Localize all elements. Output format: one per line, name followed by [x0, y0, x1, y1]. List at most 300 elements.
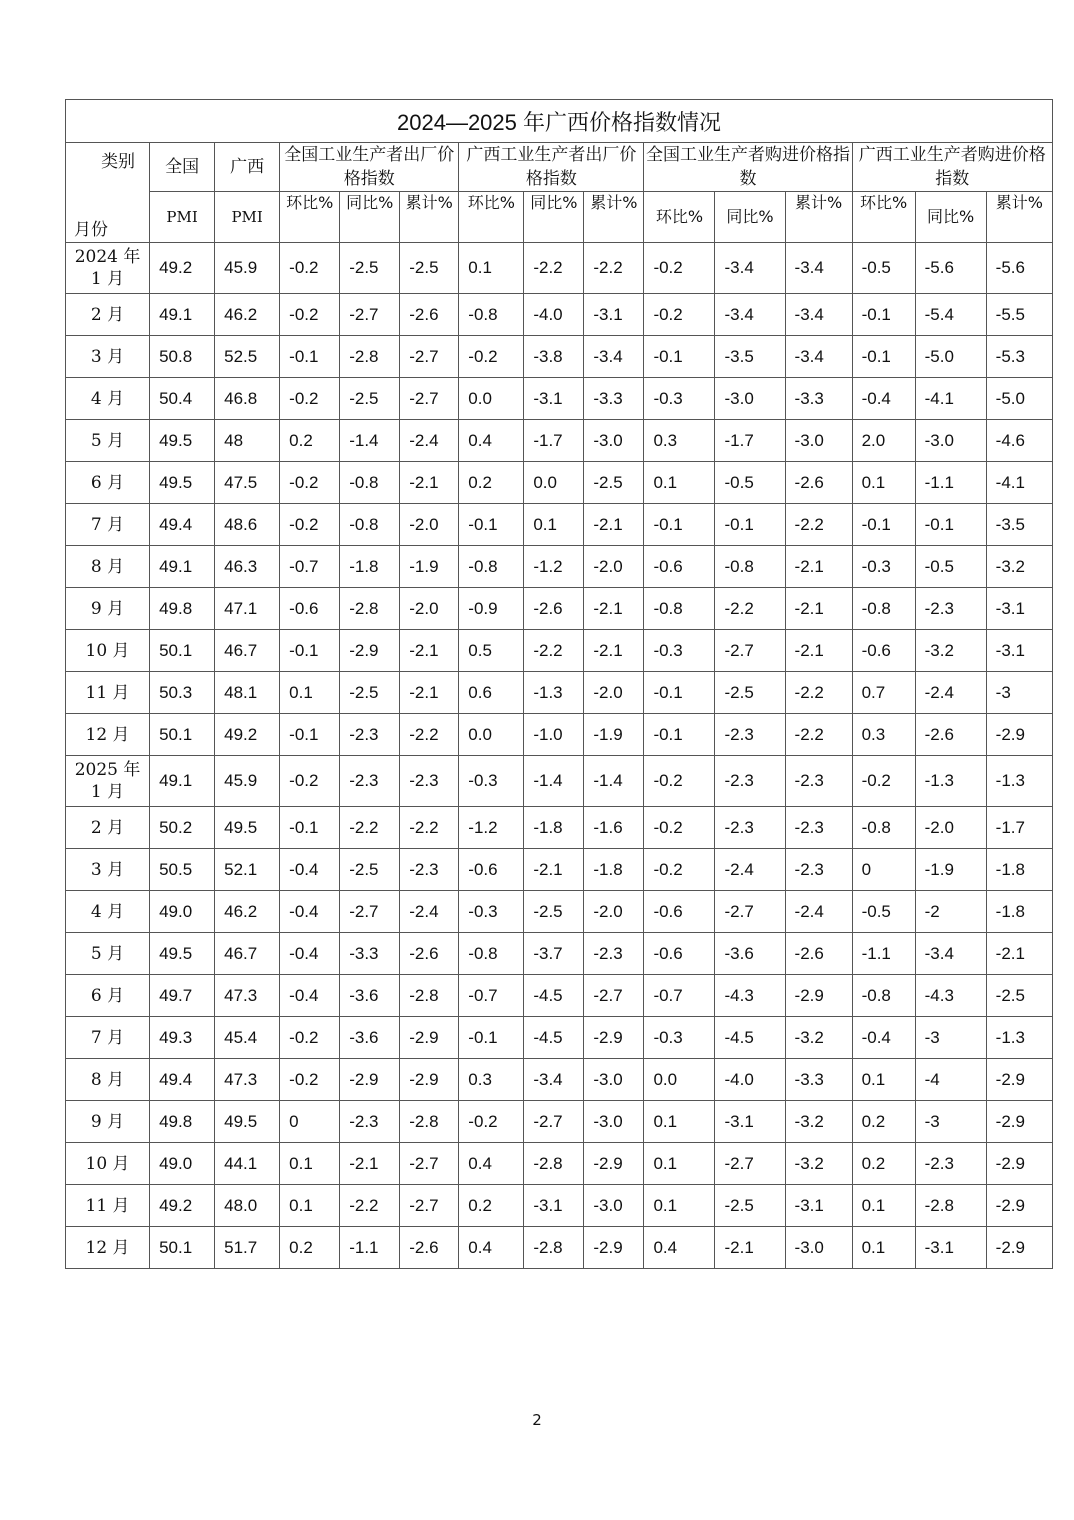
- table-cell: -0.5: [852, 891, 915, 933]
- table-cell: -2.9: [584, 1227, 644, 1269]
- table-row: [66, 243, 1053, 294]
- header-cum: 累计%: [400, 192, 459, 243]
- table-cell: 0: [852, 849, 915, 891]
- table-cell: 48.6: [215, 504, 280, 546]
- table-cell: -2.0: [584, 891, 644, 933]
- table-cell: 49.5: [150, 420, 215, 462]
- table-row: [66, 849, 1053, 891]
- header-pmi-guangxi: PMI: [215, 192, 280, 243]
- table-cell: -2.7: [715, 1143, 785, 1185]
- table-cell: -2.3: [785, 849, 852, 891]
- table-cell: -0.1: [644, 714, 715, 756]
- row-month: 12 月: [66, 1227, 150, 1269]
- table-cell: -3.4: [584, 336, 644, 378]
- table-cell: -0.8: [459, 294, 524, 336]
- table-row: [66, 891, 1053, 933]
- table-cell: -2.1: [785, 630, 852, 672]
- header-mom: 环比%: [644, 192, 715, 243]
- table-cell: -0.8: [852, 975, 915, 1017]
- table-cell: 2.0: [852, 420, 915, 462]
- table-cell: 49.2: [215, 714, 280, 756]
- table-cell: -2.8: [340, 588, 400, 630]
- table-cell: -5.6: [986, 243, 1052, 294]
- table-cell: -2.5: [340, 849, 400, 891]
- table-cell: -2.6: [915, 714, 986, 756]
- table-cell: -0.1: [459, 504, 524, 546]
- table-cell: -0.2: [280, 378, 340, 420]
- table-cell: 0.4: [459, 1227, 524, 1269]
- header-pmi-national: PMI: [150, 192, 215, 243]
- table-cell: -1.8: [986, 849, 1052, 891]
- row-month: 2025 年 1 月: [66, 756, 150, 807]
- header-cum: 累计%: [785, 192, 852, 243]
- table-cell: -0.2: [280, 462, 340, 504]
- table-cell: 0.1: [852, 1185, 915, 1227]
- header-national: 全国: [150, 143, 215, 192]
- table-cell: -2.2: [340, 1185, 400, 1227]
- table-cell: -0.8: [852, 807, 915, 849]
- table-cell: -0.3: [852, 546, 915, 588]
- table-cell: -0.8: [715, 546, 785, 588]
- row-month: 6 月: [66, 975, 150, 1017]
- table-cell: -2.5: [986, 975, 1052, 1017]
- table-cell: -3.0: [584, 1059, 644, 1101]
- table-cell: -2.2: [785, 672, 852, 714]
- table-cell: -0.4: [280, 849, 340, 891]
- table-cell: -2.8: [915, 1185, 986, 1227]
- table-cell: 0.7: [852, 672, 915, 714]
- table-cell: -3.0: [915, 420, 986, 462]
- table-cell: 0.2: [280, 1227, 340, 1269]
- table-cell: -2.6: [400, 294, 459, 336]
- table-cell: -0.2: [280, 1017, 340, 1059]
- table-cell: -3.5: [715, 336, 785, 378]
- table-cell: -3.8: [524, 336, 584, 378]
- table-cell: -1.2: [459, 807, 524, 849]
- table-cell: -3.4: [785, 336, 852, 378]
- table-cell: -2.1: [785, 588, 852, 630]
- table-cell: -3.0: [785, 1227, 852, 1269]
- table-cell: 0.1: [852, 1227, 915, 1269]
- table-row: [66, 1017, 1053, 1059]
- header-mom: 环比%: [459, 192, 524, 243]
- table-cell: -1.7: [986, 807, 1052, 849]
- table-cell: -2.1: [986, 933, 1052, 975]
- table-cell: -3.6: [715, 933, 785, 975]
- table-cell: 0.3: [644, 420, 715, 462]
- table-cell: 49.3: [150, 1017, 215, 1059]
- header-guangxi-ppi: 广西工业生产者出厂价格指数: [459, 143, 644, 192]
- table-cell: 50.2: [150, 807, 215, 849]
- price-index-table: [65, 99, 1053, 1269]
- table-cell: -1.3: [986, 1017, 1052, 1059]
- table-cell: -2.6: [400, 1227, 459, 1269]
- table-cell: -2.6: [785, 933, 852, 975]
- table-cell: -2.1: [400, 462, 459, 504]
- table-cell: 46.2: [215, 891, 280, 933]
- page-number: 2: [532, 1411, 542, 1429]
- table-cell: -3.4: [915, 933, 986, 975]
- table-cell: -1.0: [524, 714, 584, 756]
- table-cell: -2.1: [524, 849, 584, 891]
- table-cell: -2.9: [584, 1017, 644, 1059]
- table-cell: -2.1: [715, 1227, 785, 1269]
- table-cell: 44.1: [215, 1143, 280, 1185]
- table-cell: -0.7: [280, 546, 340, 588]
- table-cell: -0.8: [459, 933, 524, 975]
- table-cell: 0.5: [459, 630, 524, 672]
- table-cell: 0.2: [459, 1185, 524, 1227]
- table-cell: 0.1: [644, 1101, 715, 1143]
- table-cell: -0.6: [644, 546, 715, 588]
- table-cell: -2.3: [340, 1101, 400, 1143]
- table-cell: -2.0: [584, 672, 644, 714]
- table-cell: -4.1: [915, 378, 986, 420]
- table-cell: -3.1: [986, 588, 1052, 630]
- table-cell: -2.9: [986, 1227, 1052, 1269]
- table-cell: -0.5: [715, 462, 785, 504]
- table-cell: -2.5: [340, 672, 400, 714]
- table-cell: 46.3: [215, 546, 280, 588]
- table-cell: 0.4: [459, 420, 524, 462]
- table-cell: 46.2: [215, 294, 280, 336]
- table-cell: -0.8: [644, 588, 715, 630]
- table-cell: -2.3: [340, 756, 400, 807]
- table-cell: 0.6: [459, 672, 524, 714]
- table-cell: -2.4: [915, 672, 986, 714]
- table-row: [66, 933, 1053, 975]
- table-cell: -2.4: [785, 891, 852, 933]
- table-cell: -3.7: [524, 933, 584, 975]
- table-cell: 0.0: [644, 1059, 715, 1101]
- row-month: 6 月: [66, 462, 150, 504]
- table-cell: 46.7: [215, 630, 280, 672]
- table-cell: -1.8: [584, 849, 644, 891]
- header-yoy: 同比%: [524, 192, 584, 243]
- table-cell: -2.9: [400, 1059, 459, 1101]
- table-cell: -2.5: [524, 891, 584, 933]
- table-cell: -4.0: [524, 294, 584, 336]
- table-row: [66, 1101, 1053, 1143]
- table-cell: 49.2: [150, 243, 215, 294]
- row-month: 7 月: [66, 504, 150, 546]
- table-cell: -2.3: [715, 714, 785, 756]
- table-cell: -2.0: [915, 807, 986, 849]
- table-cell: -0.2: [644, 849, 715, 891]
- header-guangxi-ipi: 广西工业生产者购进价格指数: [852, 143, 1052, 192]
- table-cell: 48.0: [215, 1185, 280, 1227]
- table-cell: -2.5: [340, 378, 400, 420]
- table-cell: 51.7: [215, 1227, 280, 1269]
- table-cell: -0.7: [644, 975, 715, 1017]
- table-cell: -0.2: [459, 1101, 524, 1143]
- row-month: 12 月: [66, 714, 150, 756]
- table-cell: -3.0: [584, 1185, 644, 1227]
- table-row: [66, 630, 1053, 672]
- table-cell: -0.2: [280, 756, 340, 807]
- table-cell: 49.0: [150, 1143, 215, 1185]
- table-cell: 0.3: [459, 1059, 524, 1101]
- table-cell: 49.4: [150, 1059, 215, 1101]
- table-cell: -0.3: [459, 756, 524, 807]
- table-cell: 0.1: [459, 243, 524, 294]
- row-month: 3 月: [66, 336, 150, 378]
- table-cell: 0.1: [524, 504, 584, 546]
- row-month: 4 月: [66, 378, 150, 420]
- table-cell: 0.4: [459, 1143, 524, 1185]
- table-cell: -0.8: [852, 588, 915, 630]
- row-month: 9 月: [66, 1101, 150, 1143]
- table-cell: -3.3: [785, 378, 852, 420]
- table-cell: -0.1: [644, 336, 715, 378]
- table-row: [66, 1227, 1053, 1269]
- row-month: 9 月: [66, 588, 150, 630]
- table-cell: -0.6: [280, 588, 340, 630]
- table-cell: -1.2: [524, 546, 584, 588]
- table-cell: -2.6: [524, 588, 584, 630]
- header-corner: [66, 143, 150, 243]
- table-cell: 0.1: [280, 1143, 340, 1185]
- table-cell: -1.9: [400, 546, 459, 588]
- table-cell: -2.5: [584, 462, 644, 504]
- table-cell: -4.5: [715, 1017, 785, 1059]
- table-cell: -4.6: [986, 420, 1052, 462]
- table-row: [66, 1185, 1053, 1227]
- table-cell: -2.7: [715, 891, 785, 933]
- table-cell: -2.2: [785, 504, 852, 546]
- table-cell: -2.4: [400, 891, 459, 933]
- table-cell: -4: [915, 1059, 986, 1101]
- table-cell: -2.3: [915, 588, 986, 630]
- table-cell: 49.1: [150, 294, 215, 336]
- table-cell: 46.7: [215, 933, 280, 975]
- row-month: 8 月: [66, 546, 150, 588]
- table-cell: -3.1: [986, 630, 1052, 672]
- table-cell: -3.5: [986, 504, 1052, 546]
- table-cell: -1.3: [986, 756, 1052, 807]
- table-cell: -2.8: [524, 1227, 584, 1269]
- table-cell: 0.4: [644, 1227, 715, 1269]
- table-cell: -1.4: [584, 756, 644, 807]
- table-cell: -0.2: [644, 294, 715, 336]
- table-cell: 50.8: [150, 336, 215, 378]
- row-month: 11 月: [66, 672, 150, 714]
- table-cell: 49.8: [150, 588, 215, 630]
- table-cell: 46.8: [215, 378, 280, 420]
- table-title: 2024—2025 年广西价格指数情况: [66, 100, 1053, 143]
- row-month: 2 月: [66, 294, 150, 336]
- table-cell: -3: [915, 1101, 986, 1143]
- header-cum: 累计%: [986, 192, 1052, 243]
- table-cell: 49.5: [215, 1101, 280, 1143]
- table-cell: -0.4: [280, 891, 340, 933]
- header-month-label: 月份: [74, 220, 108, 240]
- table-cell: -2.3: [584, 933, 644, 975]
- table-cell: -5.6: [915, 243, 986, 294]
- table-cell: -0.2: [280, 243, 340, 294]
- table-cell: 49.5: [215, 807, 280, 849]
- table-cell: -2: [915, 891, 986, 933]
- table-cell: 47.3: [215, 975, 280, 1017]
- table-cell: 0.1: [852, 1059, 915, 1101]
- table-cell: 47.5: [215, 462, 280, 504]
- table-cell: -2.1: [400, 672, 459, 714]
- table-cell: -3.2: [785, 1143, 852, 1185]
- table-cell: -0.2: [280, 1059, 340, 1101]
- table-cell: -1.1: [852, 933, 915, 975]
- table-cell: -0.1: [852, 504, 915, 546]
- table-cell: -4.5: [524, 975, 584, 1017]
- table-cell: -2.7: [400, 1185, 459, 1227]
- row-month: 2 月: [66, 807, 150, 849]
- row-month: 10 月: [66, 1143, 150, 1185]
- table-cell: -2.9: [986, 1059, 1052, 1101]
- table-cell: -2.5: [400, 243, 459, 294]
- table-cell: -5.5: [986, 294, 1052, 336]
- table-cell: -2.7: [400, 1143, 459, 1185]
- table-row: [66, 807, 1053, 849]
- table-cell: -2.3: [400, 849, 459, 891]
- table-cell: -2.8: [340, 336, 400, 378]
- table-cell: -0.3: [644, 630, 715, 672]
- table-cell: -1.6: [584, 807, 644, 849]
- header-yoy: 同比%: [340, 192, 400, 243]
- table-cell: 50.1: [150, 630, 215, 672]
- table-cell: 50.1: [150, 1227, 215, 1269]
- table-cell: -3.3: [340, 933, 400, 975]
- table-cell: -2.1: [584, 504, 644, 546]
- table-cell: -0.9: [459, 588, 524, 630]
- table-cell: -1.1: [915, 462, 986, 504]
- table-cell: -2.7: [524, 1101, 584, 1143]
- table-row: [66, 504, 1053, 546]
- table-cell: -2.1: [400, 630, 459, 672]
- table-cell: -2.3: [715, 807, 785, 849]
- table-cell: -2.4: [715, 849, 785, 891]
- table-cell: 50.5: [150, 849, 215, 891]
- table-cell: -2.9: [986, 1101, 1052, 1143]
- table-cell: 48.1: [215, 672, 280, 714]
- table-row: [66, 462, 1053, 504]
- table-cell: -0.2: [852, 756, 915, 807]
- table-cell: -3.4: [715, 294, 785, 336]
- table-cell: -0.2: [644, 243, 715, 294]
- table-cell: -2.2: [400, 714, 459, 756]
- table-cell: 49.5: [150, 462, 215, 504]
- table-cell: -2.2: [715, 588, 785, 630]
- table-cell: 52.1: [215, 849, 280, 891]
- table-cell: -0.2: [280, 294, 340, 336]
- table-cell: -3.2: [915, 630, 986, 672]
- table-row: [66, 378, 1053, 420]
- table-cell: -2.1: [584, 588, 644, 630]
- table-cell: -3.0: [785, 420, 852, 462]
- table-cell: 49.0: [150, 891, 215, 933]
- table-cell: -0.3: [459, 891, 524, 933]
- table-cell: -2.9: [986, 1143, 1052, 1185]
- table-cell: -0.2: [644, 756, 715, 807]
- table-cell: -3.6: [340, 1017, 400, 1059]
- table-cell: -2.7: [400, 336, 459, 378]
- table-cell: -4.0: [715, 1059, 785, 1101]
- table-cell: 0.0: [524, 462, 584, 504]
- table-cell: -2.7: [340, 891, 400, 933]
- table-cell: -2.3: [785, 807, 852, 849]
- table-cell: -5.3: [986, 336, 1052, 378]
- table-cell: -0.1: [280, 336, 340, 378]
- table-cell: -4.5: [524, 1017, 584, 1059]
- row-month: 5 月: [66, 420, 150, 462]
- table-cell: -3: [915, 1017, 986, 1059]
- table-cell: -2.9: [400, 1017, 459, 1059]
- table-cell: -3.1: [785, 1185, 852, 1227]
- row-month: 2024 年 1 月: [66, 243, 150, 294]
- table-row: [66, 1143, 1053, 1185]
- table-cell: -0.6: [852, 630, 915, 672]
- table-cell: -2.9: [340, 1059, 400, 1101]
- table-cell: -4.1: [986, 462, 1052, 504]
- table-cell: 0.1: [644, 1143, 715, 1185]
- table-cell: -2.6: [785, 462, 852, 504]
- table-cell: -2.1: [785, 546, 852, 588]
- table-cell: -3: [986, 672, 1052, 714]
- table-cell: 0.1: [644, 1185, 715, 1227]
- table-cell: -2.7: [715, 630, 785, 672]
- header-mom: 环比%: [852, 192, 915, 243]
- table-cell: 0.1: [280, 1185, 340, 1227]
- table-cell: -3.0: [584, 420, 644, 462]
- table-cell: -2.0: [400, 504, 459, 546]
- table-cell: -3.6: [340, 975, 400, 1017]
- table-cell: 50.3: [150, 672, 215, 714]
- table-row: [66, 588, 1053, 630]
- table-cell: -0.3: [644, 378, 715, 420]
- table-cell: -2.3: [340, 714, 400, 756]
- table-cell: -1.4: [340, 420, 400, 462]
- table-cell: -3.3: [584, 378, 644, 420]
- table-cell: -0.4: [852, 1017, 915, 1059]
- table-cell: -3.0: [584, 1101, 644, 1143]
- table-cell: 50.4: [150, 378, 215, 420]
- table-cell: 47.3: [215, 1059, 280, 1101]
- table-cell: 47.1: [215, 588, 280, 630]
- table-cell: -3.1: [584, 294, 644, 336]
- table-cell: -1.4: [524, 756, 584, 807]
- table-cell: 0.1: [852, 462, 915, 504]
- table-cell: -5.0: [986, 378, 1052, 420]
- table-cell: 0.1: [644, 462, 715, 504]
- table-cell: -1.8: [340, 546, 400, 588]
- table-cell: 49.2: [150, 1185, 215, 1227]
- table-cell: -0.1: [644, 672, 715, 714]
- row-month: 10 月: [66, 630, 150, 672]
- table-cell: -2.2: [400, 807, 459, 849]
- table-cell: 45.9: [215, 243, 280, 294]
- table-cell: -2.3: [785, 756, 852, 807]
- table-cell: 0.0: [459, 378, 524, 420]
- table-cell: -1.9: [584, 714, 644, 756]
- table-cell: -2.8: [400, 1101, 459, 1143]
- table-cell: -0.4: [280, 933, 340, 975]
- table-row: [66, 336, 1053, 378]
- table-cell: -2.0: [400, 588, 459, 630]
- table-cell: 49.4: [150, 504, 215, 546]
- table-cell: -1.3: [915, 756, 986, 807]
- table-cell: -0.1: [715, 504, 785, 546]
- table-cell: 49.5: [150, 933, 215, 975]
- table-cell: -0.4: [280, 975, 340, 1017]
- header-national-ppi: 全国工业生产者出厂价格指数: [280, 143, 459, 192]
